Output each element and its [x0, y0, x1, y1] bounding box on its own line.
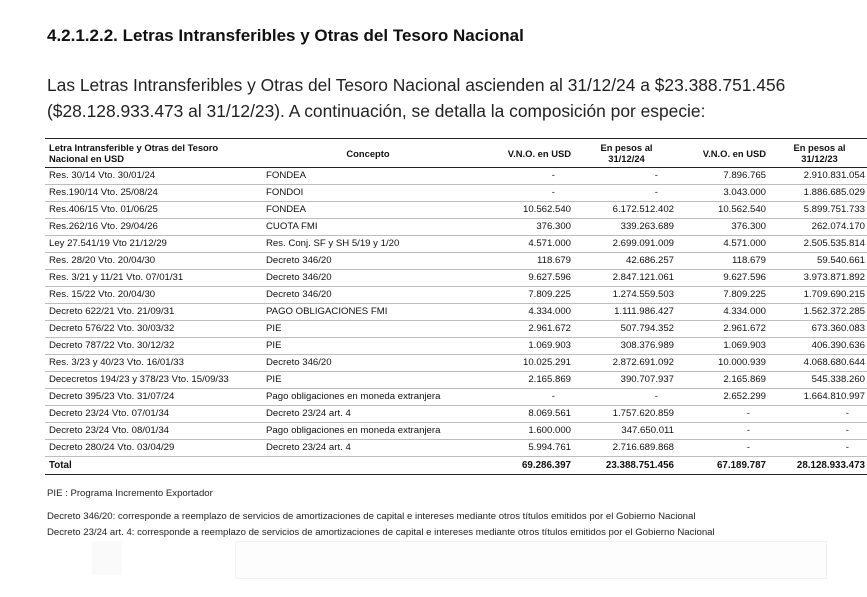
- cell-pesos-2023: 1.664.810.997: [803, 391, 865, 402]
- table-header-row: [45, 139, 867, 168]
- cell-concepto: Decreto 23/24 art. 4: [266, 408, 351, 419]
- cell-vno-2024: -: [551, 170, 555, 181]
- cell-pesos-2023: 2.910.831.054: [803, 170, 865, 181]
- cell-vno-2024: 376.300: [536, 221, 571, 232]
- cell-vno-2024: 10.025.291: [522, 357, 571, 368]
- cell-pesos-2023: -: [845, 425, 849, 436]
- table-row: [45, 423, 867, 440]
- cell-pesos-2023: -: [845, 408, 849, 419]
- cell-concepto: Decreto 346/20: [266, 272, 332, 283]
- note-decreto-346: Decreto 346/20: corresponde a reemplazo de servicios de amortizaciones de capital e intereses mediante otros títulos emitidos por el Gobierno Nacional: [47, 511, 696, 522]
- cell-concepto: CUOTA FMI: [266, 221, 318, 232]
- cell-vno-2023: 3.043.000: [723, 187, 766, 198]
- cell-pesos-2023: 4.068.680.644: [803, 357, 865, 368]
- table-row: [45, 406, 867, 423]
- header-pesos-2023: En pesos al 31/12/23: [793, 142, 846, 164]
- cell-pesos-2023: 673.360.083: [811, 323, 865, 334]
- cell-concepto: FONDOI: [266, 187, 304, 198]
- cell-vno-2023: 7.896.765: [723, 170, 766, 181]
- cell-pesos-2023: 59.540.661: [816, 255, 865, 266]
- cell-pesos-2024: 42.686.257: [625, 255, 674, 266]
- cell-vno-2023: 2.652.299: [723, 391, 766, 402]
- cell-letra: Ley 27.541/19 Vto 21/12/29: [49, 238, 167, 249]
- faded-background-block: [92, 541, 122, 575]
- table-body: [45, 168, 867, 457]
- cell-letra: Res. 3/23 y 40/23 Vto. 16/01/33: [49, 357, 184, 368]
- cell-pesos-2024: -: [654, 187, 658, 198]
- cell-vno-2023: 376.300: [731, 221, 766, 232]
- cell-pesos-2023: 2.505.535.814: [803, 238, 865, 249]
- table-total-row: [45, 457, 867, 475]
- section-heading: 4.2.1.2.2. Letras Intransferibles y Otras del Tesoro Nacional: [47, 26, 524, 45]
- cell-vno-2024: 10.562.540: [522, 204, 571, 215]
- header-pesos-2024: En pesos al 31/12/24: [600, 142, 653, 164]
- cell-pesos-2024: 347.650.011: [621, 425, 674, 436]
- cell-letra: Decreto 23/24 Vto. 08/01/34: [49, 425, 170, 436]
- cell-letra: Res. 15/22 Vto. 20/04/30: [49, 289, 156, 300]
- cell-letra: Decreto 395/23 Vto. 31/07/24: [49, 391, 175, 402]
- cell-letra: Res. 3/21 y 11/21 Vto. 07/01/31: [49, 272, 184, 283]
- cell-vno-2023: 1.069.903: [723, 340, 766, 351]
- cell-vno-2023: 118.679: [732, 255, 766, 266]
- table-row: [45, 338, 867, 355]
- cell-concepto: Pago obligaciones en moneda extranjera: [266, 425, 441, 436]
- table-row: [45, 355, 867, 372]
- composition-table-container: [45, 138, 865, 475]
- cell-vno-2023: -: [746, 425, 750, 436]
- cell-vno-2023: -: [746, 408, 750, 419]
- cell-pesos-2023: 262.074.170: [811, 221, 865, 232]
- cell-pesos-2023: 1.562.372.285: [803, 306, 865, 317]
- cell-pesos-2024: 1.274.559.503: [612, 289, 674, 300]
- cell-pesos-2023: 3.973.871.892: [803, 272, 865, 283]
- cell-vno-2023: 10.562.540: [717, 204, 766, 215]
- header-concepto: Concepto: [346, 147, 390, 159]
- cell-vno-2024: 2.165.869: [528, 374, 571, 385]
- cell-vno-2023: 7.809.225: [723, 289, 766, 300]
- cell-pesos-2023: 1.886.685.029: [803, 187, 865, 198]
- cell-vno-2023: -: [746, 442, 750, 453]
- cell-concepto: Decreto 23/24 art. 4: [266, 442, 351, 453]
- cell-pesos-2024: 2.716.689.868: [612, 442, 674, 453]
- cell-vno-2023: 4.334.000: [723, 306, 766, 317]
- cell-pesos-2023: 5.899.751.733: [803, 204, 865, 215]
- cell-concepto: PAGO OBLIGACIONES FMI: [266, 306, 388, 317]
- table-row: [45, 202, 867, 219]
- composition-table: [45, 138, 867, 475]
- cell-vno-2024: 1.069.903: [528, 340, 571, 351]
- cell-concepto: Pago obligaciones en moneda extranjera: [266, 391, 441, 402]
- cell-letra: Decreto 787/22 Vto. 30/12/32: [49, 340, 175, 351]
- total-vno-2024: 69.286.397: [521, 459, 571, 471]
- cell-concepto: FONDEA: [266, 204, 306, 215]
- table-row: [45, 219, 867, 236]
- total-vno-2023: 67.189.787: [716, 459, 766, 471]
- cell-concepto: Decreto 346/20: [266, 255, 332, 266]
- footnotes: [47, 486, 715, 541]
- cell-pesos-2024: 6.172.512.402: [612, 204, 674, 215]
- cell-pesos-2024: 390.707.937: [620, 374, 674, 385]
- table-row: [45, 304, 867, 321]
- cell-vno-2024: 118.679: [537, 255, 571, 266]
- cell-concepto: PIE: [266, 323, 282, 334]
- note-pie: PIE : Programa Incremento Exportador: [47, 488, 213, 499]
- cell-concepto: FONDEA: [266, 170, 306, 181]
- faded-background-box: [235, 541, 827, 579]
- cell-pesos-2024: -: [654, 391, 658, 402]
- cell-pesos-2024: 507.794.352: [620, 323, 674, 334]
- cell-vno-2024: -: [551, 187, 555, 198]
- cell-vno-2023: 9.627.596: [723, 272, 766, 283]
- cell-vno-2024: 4.334.000: [528, 306, 571, 317]
- cell-pesos-2024: 1.111.986.427: [614, 306, 674, 317]
- cell-vno-2024: 9.627.596: [528, 272, 571, 283]
- total-label: Total: [49, 459, 72, 471]
- table-row: [45, 270, 867, 287]
- cell-vno-2024: 2.961.672: [528, 323, 571, 334]
- table-row: [45, 389, 867, 406]
- total-pesos-2023: 28.128.933.473: [796, 459, 865, 471]
- cell-pesos-2023: 406.390.636: [811, 340, 865, 351]
- cell-letra: Decreto 23/24 Vto. 07/01/34: [49, 408, 170, 419]
- cell-letra: Res.262/16 Vto. 29/04/26: [49, 221, 158, 232]
- cell-letra: Dececretos 194/23 y 378/23 Vto. 15/09/33: [49, 374, 229, 385]
- header-letra: Letra Intransferible y Otras del Tesoro Nacional en USD: [49, 142, 219, 164]
- cell-letra: Res. 30/14 Vto. 30/01/24: [49, 170, 156, 181]
- cell-letra: Decreto 576/22 Vto. 30/03/32: [49, 323, 175, 334]
- intro-paragraph: Las Letras Intransferibles y Otras del Tesoro Nacional ascienden al 31/12/24 a $23.388.751.456 ($28.128.933.473 al 31/12/23). A continuación, se detalla la composición por especie:: [47, 75, 786, 121]
- cell-pesos-2024: 2.847.121.061: [612, 272, 674, 283]
- table-row: [45, 287, 867, 304]
- cell-concepto: Res. Conj. SF y SH 5/19 y 1/20: [266, 238, 400, 249]
- cell-pesos-2024: 308.376.989: [620, 340, 674, 351]
- cell-pesos-2024: 1.757.620.859: [612, 408, 674, 419]
- cell-vno-2023: 10.000.939: [717, 357, 766, 368]
- cell-letra: Res.190/14 Vto. 25/08/24: [49, 187, 158, 198]
- cell-pesos-2024: 339.263.689: [620, 221, 674, 232]
- table-row: [45, 372, 867, 389]
- header-vno-2023: V.N.O. en USD: [702, 147, 766, 159]
- header-vno-2024: V.N.O. en USD: [507, 147, 571, 159]
- cell-pesos-2023: -: [845, 442, 849, 453]
- table-row: [45, 440, 867, 457]
- note-decreto-23: Decreto 23/24 art. 4: corresponde a reemplazo de servicios de amortizaciones de capital e intereses mediante otros títulos emitidos por el Gobierno Nacional: [47, 527, 715, 538]
- cell-pesos-2024: -: [654, 170, 658, 181]
- cell-letra: Decreto 280/24 Vto. 03/04/29: [49, 442, 175, 453]
- cell-pesos-2023: 545.338.260: [811, 374, 865, 385]
- cell-concepto: PIE: [266, 374, 282, 385]
- cell-concepto: Decreto 346/20: [266, 357, 332, 368]
- cell-vno-2024: 5.994.761: [528, 442, 571, 453]
- total-empty: [262, 457, 474, 475]
- cell-pesos-2024: 2.872.691.092: [612, 357, 674, 368]
- cell-pesos-2023: 1.709.690.215: [803, 289, 865, 300]
- table-row: [45, 253, 867, 270]
- cell-vno-2023: 2.961.672: [723, 323, 766, 334]
- cell-vno-2023: 2.165.869: [723, 374, 766, 385]
- table-row: [45, 236, 867, 253]
- cell-vno-2024: -: [551, 391, 555, 402]
- cell-vno-2024: 8.069.561: [528, 408, 571, 419]
- cell-letra: Decreto 622/21 Vto. 21/09/31: [49, 306, 175, 317]
- cell-concepto: Decreto 346/20: [266, 289, 332, 300]
- cell-letra: Res.406/15 Vto. 01/06/25: [49, 204, 158, 215]
- cell-pesos-2024: 2.699.091.009: [612, 238, 674, 249]
- cell-vno-2023: 4.571.000: [723, 238, 766, 249]
- cell-concepto: PIE: [266, 340, 282, 351]
- cell-vno-2024: 1.600.000: [528, 425, 571, 436]
- cell-vno-2024: 4.571.000: [528, 238, 571, 249]
- cell-letra: Res. 28/20 Vto. 20/04/30: [49, 255, 156, 266]
- table-row: [45, 168, 867, 185]
- total-pesos-2024: 23.388.751.456: [605, 459, 674, 471]
- table-row: [45, 185, 867, 202]
- table-row: [45, 321, 867, 338]
- cell-vno-2024: 7.809.225: [528, 289, 571, 300]
